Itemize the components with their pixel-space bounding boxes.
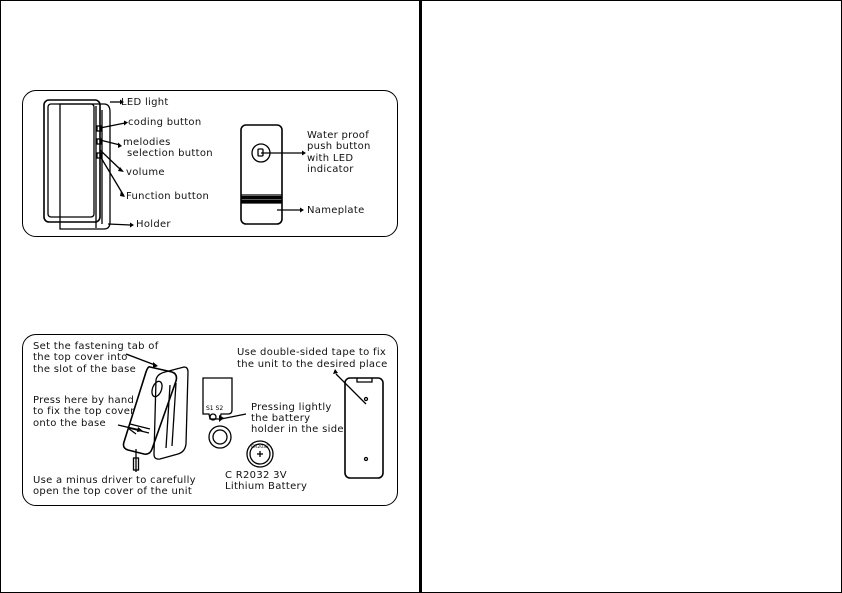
cover-button-hole	[150, 380, 164, 398]
label-pressing-2: the battery	[251, 413, 311, 424]
label-holder: Holder	[136, 219, 171, 230]
arrow-pressing	[219, 415, 224, 422]
label-push-4: indicator	[307, 164, 354, 175]
label-led-light: LED light	[121, 97, 169, 108]
label-nameplate: Nameplate	[307, 205, 365, 216]
label-pressing-1: Pressing lightly	[251, 402, 332, 413]
label-volume: volume	[126, 167, 165, 178]
label-melodies-2: selection button	[127, 148, 213, 159]
back-plate	[345, 378, 383, 478]
label-pressing-3: holder in the side	[251, 424, 344, 435]
pcb-text: S1 S2	[206, 405, 224, 412]
label-coding-button: coding button	[128, 117, 202, 128]
label-battery-1: C R2032 3V	[225, 470, 287, 481]
label-tape-2: the unit to the desired place	[237, 359, 388, 370]
label-press-3: onto the base	[33, 418, 107, 429]
label-driver-1: Use a minus driver to carefully	[33, 475, 196, 486]
label-press-2: to fix the top cover	[33, 406, 135, 417]
pcb-board	[203, 378, 232, 419]
label-tab-2: the top cover into	[33, 352, 128, 363]
label-push-1: Water proof	[307, 130, 370, 141]
label-push-2: push button	[307, 141, 371, 152]
arrow-tab	[153, 362, 158, 368]
label-function-button: Function button	[126, 191, 210, 202]
label-tape-1: Use double-sided tape to fix	[237, 347, 387, 358]
battery-holder	[209, 426, 231, 448]
label-battery-2: Lithium Battery	[225, 481, 308, 492]
label-tab-1: Set the fastening tab of	[33, 341, 159, 352]
coin-battery-text: CR2032	[251, 445, 269, 450]
label-tab-3: the slot of the base	[33, 364, 137, 375]
pressing-leader	[221, 414, 246, 419]
screw-hole-bottom	[365, 458, 368, 461]
label-push-3: with LED	[307, 153, 354, 164]
label-driver-2: open the top cover of the unit	[33, 486, 193, 497]
label-melodies-1: melodies	[123, 137, 171, 148]
screw-hole-top	[365, 398, 368, 401]
label-press-1: Press here by hand	[33, 395, 135, 406]
